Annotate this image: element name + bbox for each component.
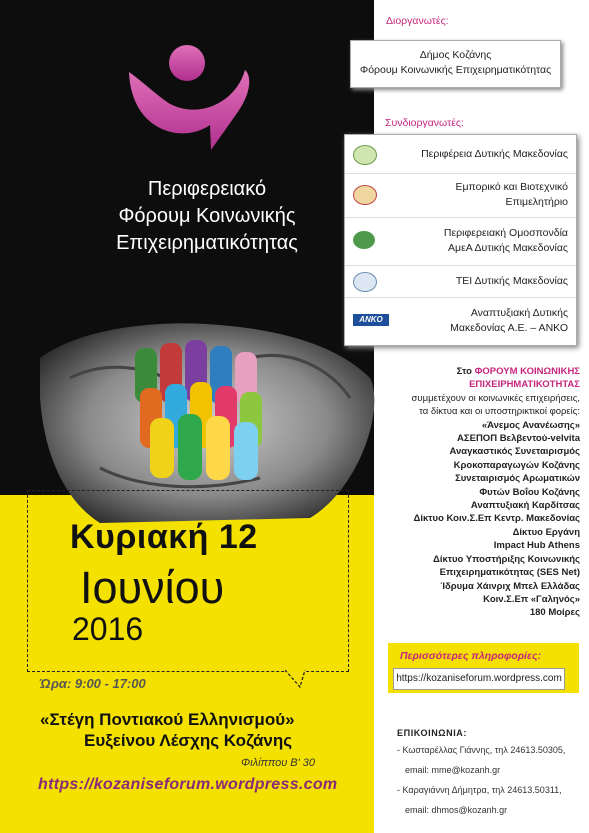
participant-item: Συνεταιρισμός Αρωματικών (455, 473, 580, 485)
co-organizer-name-line: Μακεδονίας Α.Ε. – ΑΝΚΟ (450, 322, 568, 334)
co-organizer-row (345, 297, 576, 345)
crayons (135, 340, 262, 480)
co-organizer-name (455, 180, 568, 210)
forum-title (100, 176, 314, 257)
date-year: 2016 (72, 611, 144, 647)
participant-item: Κροκοπαραγωγών Κοζάνης (453, 459, 580, 471)
contact-email[interactable]: email: dhmos@kozanh.gr (405, 805, 508, 815)
co-organizers-label: Συνδιοργανωτές: (385, 117, 464, 129)
co-organizer-row (345, 265, 576, 298)
participant-item: 180 Μοίρες (529, 607, 580, 619)
venue-name: «Στέγη Ποντιακού Ελληνισμού» (40, 710, 295, 729)
info-url[interactable]: https://kozaniseforum.wordpress.com (393, 668, 565, 690)
organizers-label: Διοργανωτές: (386, 15, 449, 27)
participant-item: Ίδρυμα Χάινριχ Μπελ Ελλάδας (440, 580, 580, 592)
participants-intro-highlight: ΦΟΡΟΥΜ ΚΟΙΝΩΝΙΚΗΣ (474, 366, 580, 377)
event-time: Ώρα: 9:00 - 17:00 (40, 676, 146, 691)
participant-item: ΑΣΕΠΟΠ Βελβεντού-velvita (457, 433, 580, 445)
co-organizer-name: Περιφέρεια Δυτικής Μακεδονίας (421, 148, 568, 160)
tei-logo-icon (353, 272, 377, 292)
contact-title: ΕΠΙΚΟΙΝΩΝΙΑ: (397, 728, 468, 738)
participant-item: Αναπτυξιακή Καρδίτσας (470, 500, 580, 512)
participants-intro-line: τα δίκτυα και οι υποστηρικτικοί φορείς: (419, 406, 580, 418)
co-organizers-box (344, 134, 577, 346)
co-organizer-row (345, 173, 576, 218)
forum-title-line3: Επιχειρηματικότητας (116, 232, 298, 254)
participants-intro-line: συμμετέχουν οι κοινωνικές επιχειρήσεις, (411, 392, 580, 404)
co-organizer-row (345, 217, 576, 266)
forum-title-line2: Φόρουμ Κοινωνικής (118, 205, 296, 227)
participant-item: Δίκτυο Υποστήριξης Κοινωνικής (433, 553, 580, 565)
participant-item: Δίκτυο Κοιν.Σ.Επ Κεντρ. Μακεδονίας (413, 513, 580, 525)
date-day: Κυριακή 12 (70, 518, 258, 556)
anko-logo-icon: ANKO (353, 314, 389, 326)
co-organizer-name-line: Επιμελητήριο (505, 196, 568, 208)
co-organizer-name (450, 306, 568, 336)
co-organizer-name (444, 226, 568, 256)
co-organizer-name-line: Εμπορικό και Βιοτεχνικό (455, 181, 568, 193)
participant-item: Δίκτυο Εργάνη (512, 526, 580, 538)
co-organizer-name: ΤΕΙ Δυτικής Μακεδονίας (455, 275, 568, 287)
disability-federation-logo-icon (353, 231, 375, 249)
info-title: Περισσότερες πληροφορίες: (400, 650, 542, 662)
forum-title-line1: Περιφερειακό (147, 178, 267, 200)
participants-intro-highlight2: ΕΠΙΧΕΙΡΗΜΑΤΙΚΟΤΗΤΑΣ (469, 379, 580, 391)
date-month: Ιουνίου (80, 562, 225, 613)
participants-list (382, 365, 580, 620)
venue-address: Φιλίππου Β' 30 (241, 757, 316, 769)
co-organizer-name-line: ΑμεΑ Δυτικής Μακεδονίας (448, 242, 568, 254)
participant-item: Φυτών Βοΐου Κοζάνης (479, 486, 580, 498)
callout-tail (285, 665, 315, 690)
co-organizer-name-line: Αναπτυξιακή Δυτικής (470, 307, 568, 319)
contact-line: - Καραγιάννη Δήμητρα, τηλ 24613.50311, (397, 785, 562, 795)
chamber-logo-icon (353, 185, 377, 205)
organizer-1: Δήμος Κοζάνης (419, 49, 492, 61)
participants-intro-prefix: Στο (456, 366, 472, 377)
forum-logo (125, 30, 265, 170)
organizers-box (350, 40, 561, 88)
co-organizer-row (345, 135, 576, 174)
participant-item: Impact Hub Athens (493, 540, 580, 552)
participant-item: Αναγκαστικός Συνεταιρισμός (449, 446, 580, 458)
region-logo-icon (353, 145, 377, 165)
co-organizer-name-line: Περιφερειακή Ομοσπονδία (443, 227, 568, 239)
participant-item: «Άνεμος Ανανέωσης» (481, 419, 580, 431)
venue-subtitle: Ευξείνου Λέσχης Κοζάνης (84, 731, 293, 750)
participant-item: Κοιν.Σ.Επ «Γαληνός» (483, 593, 580, 605)
participant-item: Επιχειρηματικότητας (SES Net) (439, 567, 580, 579)
organizer-2: Φόρουμ Κοινωνικής Επιχειρηματικότητας (359, 64, 552, 76)
contact-line: - Κωσταρέλλας Γιάννης, τηλ 24613.50305, (397, 745, 566, 755)
website-link[interactable]: https://kozaniseforum.wordpress.com (38, 776, 338, 793)
contact-email[interactable]: email: mme@kozanh.gr (405, 765, 501, 775)
